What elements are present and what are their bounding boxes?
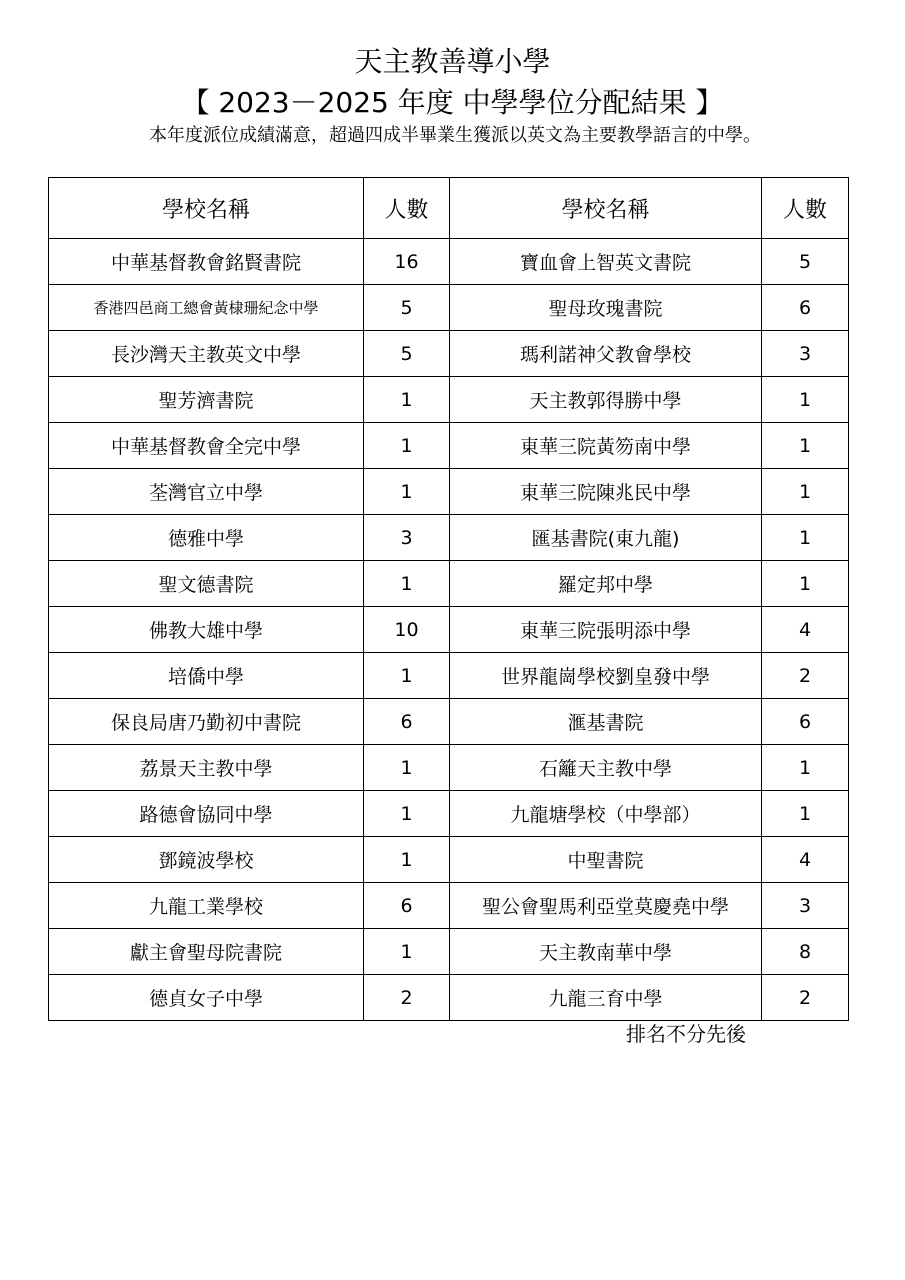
left-school-cell: 培僑中學 [49, 653, 364, 699]
right-school-cell: 天主教南華中學 [450, 929, 762, 975]
right-school-cell: 匯基書院(東九龍) [450, 515, 762, 561]
left-school-cell: 佛教大雄中學 [49, 607, 364, 653]
left-school-cell: 獻主會聖母院書院 [49, 929, 364, 975]
table-row [49, 929, 849, 975]
right-school-cell: 石籬天主教中學 [450, 745, 762, 791]
right-count-cell: 3 [762, 883, 849, 929]
left-count-cell: 1 [364, 929, 450, 975]
right-count-cell: 6 [762, 285, 849, 331]
left-school-cell: 聖芳濟書院 [49, 377, 364, 423]
left-count-cell: 1 [364, 837, 450, 883]
table-row [49, 377, 849, 423]
left-count-cell: 5 [364, 285, 450, 331]
table-body [49, 239, 849, 1021]
left-count-cell: 1 [364, 469, 450, 515]
left-count-cell: 1 [364, 561, 450, 607]
right-count-cell: 2 [762, 975, 849, 1021]
left-count-cell: 5 [364, 331, 450, 377]
header-count-right: 人數 [762, 178, 849, 239]
right-school-cell: 世界龍崗學校劉皇發中學 [450, 653, 762, 699]
right-count-cell: 1 [762, 791, 849, 837]
left-school-cell: 香港四邑商工總會黃棣珊紀念中學 [49, 285, 364, 331]
right-school-cell: 聖母玫瑰書院 [450, 285, 762, 331]
right-count-cell: 3 [762, 331, 849, 377]
left-school-cell: 鄧鏡波學校 [49, 837, 364, 883]
header-school-name-left: 學校名稱 [49, 178, 364, 239]
table-row [49, 331, 849, 377]
left-count-cell: 2 [364, 975, 450, 1021]
left-count-cell: 1 [364, 423, 450, 469]
left-count-cell: 3 [364, 515, 450, 561]
left-count-cell: 1 [364, 791, 450, 837]
table-row [49, 423, 849, 469]
header-school-name-right: 學校名稱 [450, 178, 762, 239]
left-school-cell: 保良局唐乃勤初中書院 [49, 699, 364, 745]
right-school-cell: 天主教郭得勝中學 [450, 377, 762, 423]
left-school-cell: 荃灣官立中學 [49, 469, 364, 515]
allocation-table [48, 177, 849, 1021]
right-school-cell: 羅定邦中學 [450, 561, 762, 607]
table-row [49, 285, 849, 331]
table-row [49, 837, 849, 883]
left-school-cell: 長沙灣天主教英文中學 [49, 331, 364, 377]
page-heading: 【 2023－2025 年度 中學學位分配結果 】 [181, 86, 724, 119]
table-row [49, 239, 849, 285]
right-count-cell: 1 [762, 423, 849, 469]
left-school-cell: 中華基督教會全完中學 [49, 423, 364, 469]
right-school-cell: 聖公會聖馬利亞堂莫慶堯中學 [450, 883, 762, 929]
right-count-cell: 5 [762, 239, 849, 285]
table-row [49, 515, 849, 561]
right-school-cell: 東華三院張明添中學 [450, 607, 762, 653]
table-row [49, 745, 849, 791]
right-school-cell: 東華三院陳兆民中學 [450, 469, 762, 515]
table-row [49, 883, 849, 929]
right-school-cell: 九龍塘學校（中學部） [450, 791, 762, 837]
right-count-cell: 4 [762, 607, 849, 653]
left-school-cell: 路德會協同中學 [49, 791, 364, 837]
right-count-cell: 6 [762, 699, 849, 745]
table-row [49, 699, 849, 745]
left-school-cell: 中華基督教會銘賢書院 [49, 239, 364, 285]
right-count-cell: 4 [762, 837, 849, 883]
left-count-cell: 16 [364, 239, 450, 285]
left-school-cell: 德貞女子中學 [49, 975, 364, 1021]
right-school-cell: 滙基書院 [450, 699, 762, 745]
right-count-cell: 1 [762, 561, 849, 607]
table-row [49, 561, 849, 607]
table-row [49, 607, 849, 653]
left-count-cell: 6 [364, 883, 450, 929]
right-count-cell: 8 [762, 929, 849, 975]
left-count-cell: 1 [364, 745, 450, 791]
right-school-cell: 東華三院黃笏南中學 [450, 423, 762, 469]
table-row [49, 975, 849, 1021]
right-count-cell: 1 [762, 745, 849, 791]
left-school-cell: 九龍工業學校 [49, 883, 364, 929]
left-count-cell: 1 [364, 653, 450, 699]
table-row [49, 791, 849, 837]
right-school-cell: 瑪利諾神父教會學校 [450, 331, 762, 377]
table-row [49, 653, 849, 699]
summary-text: 本年度派位成績滿意，超過四成半畢業生獲派以英文為主要教學語言的中學。 [149, 125, 761, 146]
right-school-cell: 九龍三育中學 [450, 975, 762, 1021]
right-count-cell: 1 [762, 469, 849, 515]
right-school-cell: 寶血會上智英文書院 [450, 239, 762, 285]
left-school-cell: 荔景天主教中學 [49, 745, 364, 791]
left-school-cell: 聖文德書院 [49, 561, 364, 607]
footnote: 排名不分先後 [626, 1022, 746, 1046]
right-school-cell: 中聖書院 [450, 837, 762, 883]
school-title: 天主教善導小學 [354, 45, 551, 78]
left-count-cell: 10 [364, 607, 450, 653]
left-school-cell: 德雅中學 [49, 515, 364, 561]
left-count-cell: 1 [364, 377, 450, 423]
table-header-row [49, 178, 849, 239]
header-count-left: 人數 [364, 178, 450, 239]
left-count-cell: 6 [364, 699, 450, 745]
right-count-cell: 1 [762, 515, 849, 561]
table-row [49, 469, 849, 515]
right-count-cell: 2 [762, 653, 849, 699]
right-count-cell: 1 [762, 377, 849, 423]
